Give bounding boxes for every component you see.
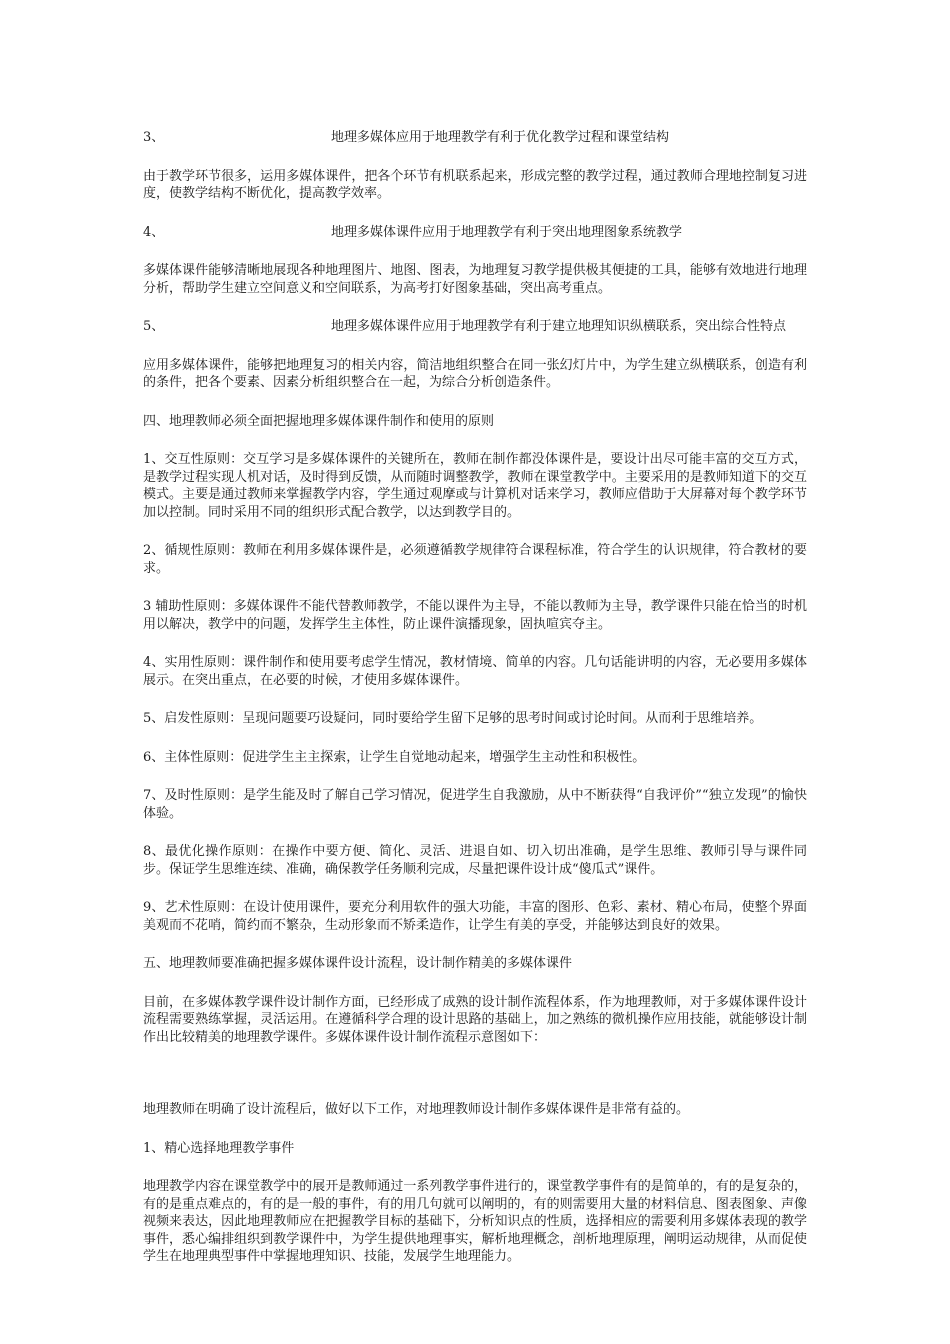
principle-timeliness: 7、及时性原则：是学生能及时了解自己学习情况，促进学生自我激励，从中不断获得“自我评价”“独立发现”的愉快体验。 <box>143 788 807 821</box>
section-heading-4 <box>143 224 807 242</box>
principle-artistic: 9、艺术性原则：在设计使用课件，要充分利用软件的强大功能，丰富的图形、色彩、素材、精心布局，使整个界面美观而不花哨，简约而不繁杂，生动形象而不矫柔造作，让学生有美的享受，并能够达到良好的效果。 <box>143 900 807 933</box>
flowchart-placeholder <box>143 1067 807 1101</box>
principle-optimization: 8、最优化操作原则：在操作中要方便、简化、灵活、进退自如、切入切出准确，是学生思维、教师引导与课件同步。保证学生思维连续、准确，确保教学任务顺利完成，尽量把课件设计成“傻瓜式”课件。 <box>143 844 807 877</box>
paragraph: 目前，在多媒体教学课件设计制作方面，已经形成了成熟的设计制作流程体系，作为地理教师，对于多媒体课件设计流程需要熟练掌握，灵活运用。在遵循科学合理的设计思路的基础上，加之熟练的微机操作应用技能，就能够设计制作出比较精美的地理教学课件。多媒体课件设计制作流程示意图如下： <box>143 994 807 1045</box>
document-page <box>143 129 807 1287</box>
heading-title: 地理多媒体应用于地理教学有利于优化教学过程和课堂结构 <box>331 130 670 145</box>
principle-interactive: 1、交互性原则：交互学习是多媒体课件的关键所在，教师在制作都没体课件是，要设计出尽可能丰富的交互方式，是教学过程实现人机对话，及时得到反馈，从而随时调整教学，教师在课堂教学中。主要采用的是教师知道下的交互模式。主要是通过教师来掌握教学内容，学生通过观摩或与计算机对话来学习，教师应借助于大屏幕对每个教学环节加以控制。同时采用不同的组织形式配合教学，以达到教学目的。 <box>143 452 807 520</box>
heading-title: 地理多媒体课件应用于地理教学有利于突出地理图象系统教学 <box>331 224 683 240</box>
heading-number: 5、 <box>143 319 165 334</box>
subsection-title: 1、精心选择地理教学事件 <box>143 1140 295 1156</box>
principle-auxiliary: 3 辅助性原则：多媒体课件不能代替教师教学，不能以课件为主导，不能以教师为主导，教学课件只能在恰当的时机用以解决，教学中的问题，发挥学生主体性，防止课件演播现象，固执喧宾夺主。 <box>143 599 807 632</box>
heading-number: 3、 <box>143 130 165 145</box>
paragraph: 由于教学环节很多，运用多媒体课件，把各个环节有机联系起来，形成完整的教学过程，通过教师合理地控制复习进度，使教学结构不断优化，提高教学效率。 <box>143 168 807 201</box>
paragraph: 多媒体课件能够清晰地展现各种地理图片、地图、图表，为地理复习教学提供极其便捷的工具，能够有效地进行地理分析，帮助学生建立空间意义和空间联系，为高考打好图象基础，突出高考重点。 <box>143 263 807 296</box>
principle-heuristic: 5、启发性原则：呈现问题要巧设疑问，同时要给学生留下足够的思考时间或讨论时间。从而利于思维培养。 <box>143 711 763 726</box>
section-heading-3 <box>143 129 807 147</box>
principle-regularity: 2、循规性原则：教师在利用多媒体课件是，必须遵循教学规律符合课程标准，符合学生的认识规律，符合教材的要求。 <box>143 543 807 576</box>
paragraph: 地理教师在明确了设计流程后，做好以下工作，对地理教师设计制作多媒体课件是非常有益的。 <box>143 1102 690 1117</box>
principle-subjectivity: 6、主体性原则：促进学生主主探索，让学生自觉地动起来，增强学生主动性和积极性。 <box>143 749 646 765</box>
paragraph: 地理教学内容在课堂教学中的展开是教师通过一系列教学事件进行的，课堂教学事件有的是简单的，有的是复杂的，有的是重点难点的，有的是一般的事件，有的用几句就可以阐明的，有的则需要用大量的材料信息、图表图象、声像视频来表达，因此地理教师应在把握教学目标的基础下，分析知识点的性质，选择相应的需要利用多媒体表现的教学事件，悉心编排组织到教学课件中，为学生提供地理事实，解析地理概念，剖析地理原理，阐明运动规律，从而促使学生在地理典型事件中掌握地理知识、技能，发展学生地理能力。 <box>143 1179 807 1264</box>
heading-title: 地理多媒体课件应用于地理教学有利于建立地理知识纵横联系，突出综合性特点 <box>331 319 787 334</box>
section-title-5: 五、地理教师要准确把握多媒体课件设计流程，设计制作精美的多媒体课件 <box>143 956 573 971</box>
heading-number: 4、 <box>143 224 165 240</box>
principle-practical: 4、实用性原则：课件制作和使用要考虑学生情况，教材情境、简单的内容。几句话能讲明的内容，无必要用多媒体展示。在突出重点，在必要的时候，才使用多媒体课件。 <box>143 655 807 688</box>
paragraph: 应用多媒体课件，能够把地理复习的相关内容，简洁地组织整合在同一张幻灯片中，为学生建立纵横联系，创造有利的条件，把各个要素、因素分析组织整合在一起，为综合分析创造条件。 <box>143 357 807 390</box>
section-title-4: 四、地理教师必须全面把握地理多媒体课件制作和使用的原则 <box>143 413 495 429</box>
section-heading-5 <box>143 318 807 336</box>
